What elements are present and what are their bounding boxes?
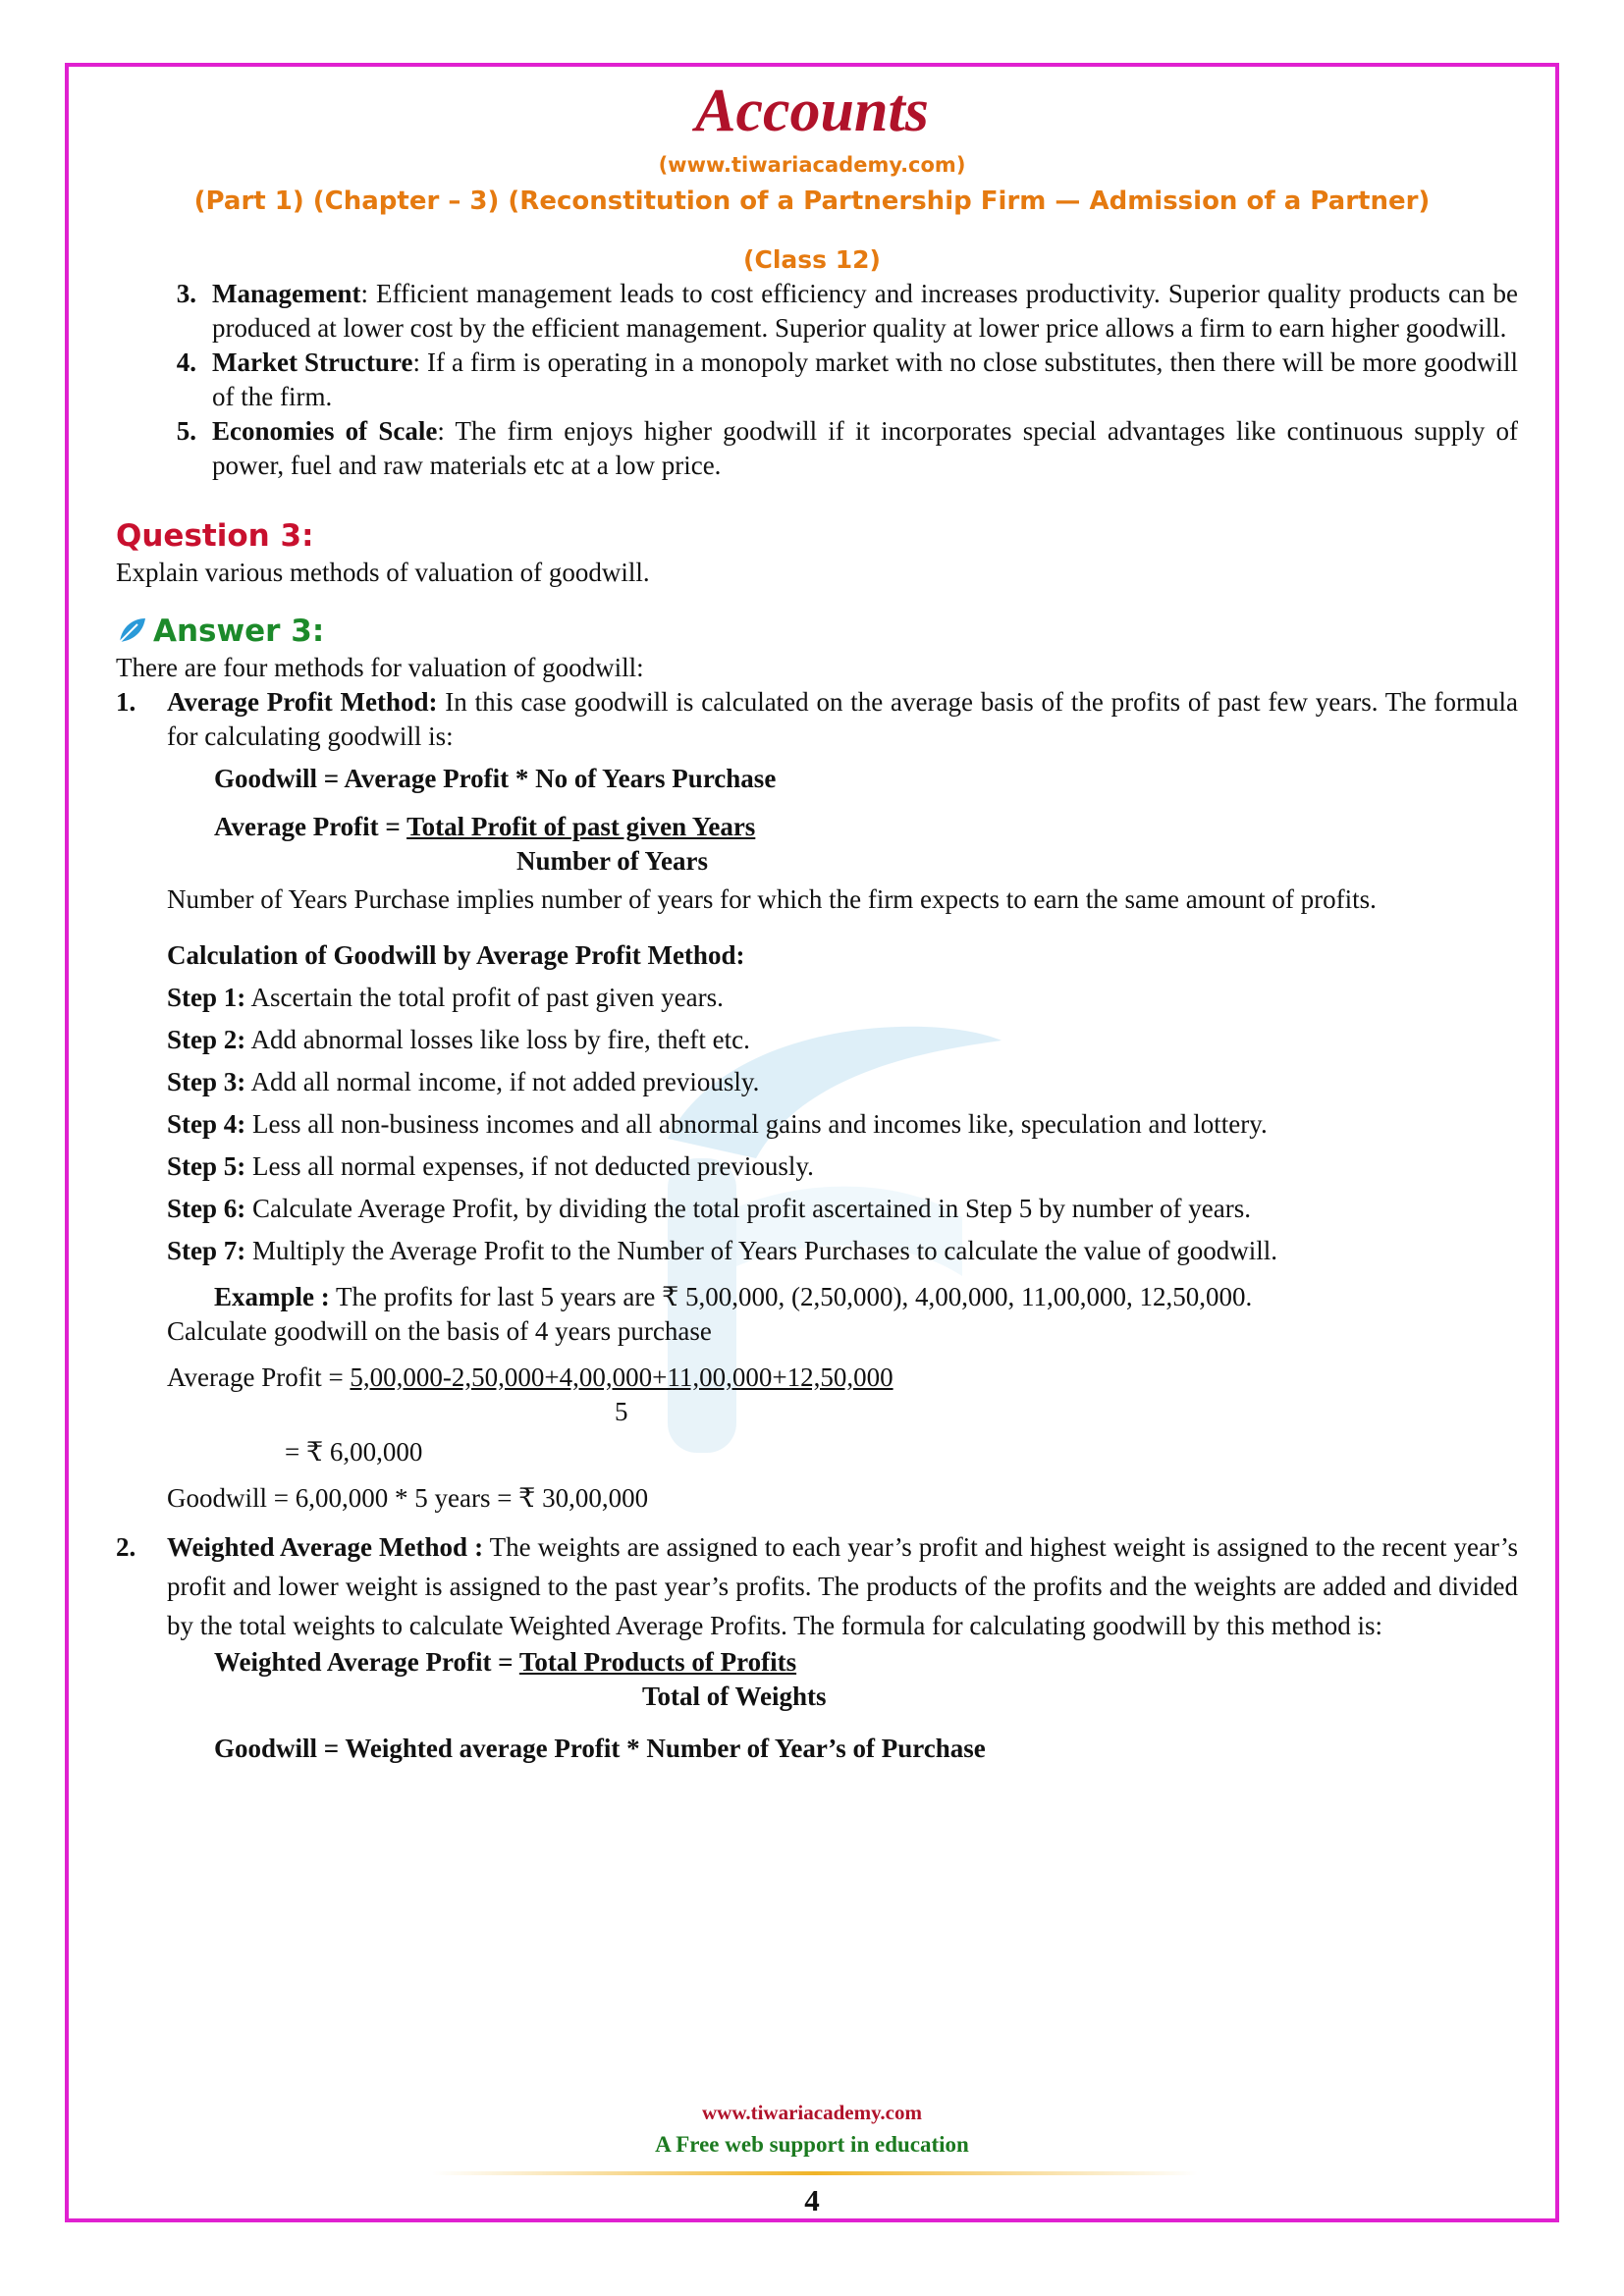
question-text: Explain various methods of valuation of goodwill. — [116, 558, 650, 587]
steps-heading: Calculation of Goodwill by Average Profit Method: — [167, 940, 745, 970]
footer-divider — [432, 2171, 1198, 2175]
document-title: Accounts — [695, 78, 929, 144]
years-purchase-note: Number of Years Purchase implies number of years for which the firm expects to earn the same amount of profits. — [167, 884, 1377, 914]
list-item: 4. Market Structure: If a firm is operating in a monopoly market with no close substitutes, then there will be more goodwill of the firm. — [176, 347, 1518, 411]
step-item: Step 2: Add abnormal losses like loss by fire, theft etc. — [167, 1025, 750, 1054]
step-item: Step 4: Less all non-business incomes and all abnormal gains and incomes like, speculation and lottery. — [167, 1109, 1268, 1139]
method-weighted-average: 2. Weighted Average Method : The weights are assigned to each year’s profit and highest weight is assigned to the recent year’s profit and lower weight is assigned to the past year’s profits. The products of the profits and the weights are added and divided by the total weights to calculate Weighted Average Profits. The formula for calculating goodwill by this method is: — [116, 1532, 1518, 1640]
class-label: (Class 12) — [743, 245, 881, 274]
list-item: 5. Economies of Scale: The firm enjoys higher goodwill if it incorporates special advantages like continuous supply of power, fuel and raw materials etc at a low price. — [176, 416, 1518, 480]
footer-tagline: A Free web support in education — [655, 2132, 969, 2157]
list-item: 3. Management: Efficient management leads to cost efficiency and increases productivity. Superior quality products can be produced at lower cost by the efficient management. Superior quality at lower price allows a firm to earn higher goodwill. — [176, 279, 1518, 343]
formula-weighted-average: Weighted Average Profit = Total Products of Profits — [214, 1647, 797, 1677]
step-item: Step 6: Calculate Average Profit, by dividing the total profit ascertained in Step 5 by number of years. — [167, 1194, 1251, 1223]
footer-website: www.tiwariacademy.com — [702, 2101, 922, 2124]
formula-goodwill: Goodwill = Average Profit * No of Years Purchase — [214, 764, 777, 793]
step-item: Step 7: Multiply the Average Profit to the Number of Years Purchases to calculate the value of goodwill. — [167, 1236, 1278, 1265]
example-text-2: Calculate goodwill on the basis of 4 years purchase — [167, 1316, 712, 1346]
calc-result: = ₹ 6,00,000 — [285, 1437, 423, 1467]
question-title: Question 3: — [116, 518, 314, 554]
answer-title: Answer 3: — [116, 612, 1518, 651]
method-average-profit: 1. Average Profit Method: In this case goodwill is calculated on the average basis of the profits of past few years. The formula for calculating goodwill is: — [116, 687, 1518, 751]
step-item: Step 3: Add all normal income, if not added previously. — [167, 1067, 760, 1096]
step-item: Step 1: Ascertain the total profit of past given years. — [167, 983, 724, 1012]
step-item: Step 5: Less all normal expenses, if not deducted previously. — [167, 1151, 814, 1181]
goodwill-calc: Goodwill = 6,00,000 * 5 years = ₹ 30,00,000 — [167, 1483, 649, 1513]
formula-average-profit: Average Profit = Total Profit of past given Years — [214, 812, 756, 841]
header-website: (www.tiwariacademy.com) — [658, 153, 966, 177]
answer-intro: There are four methods for valuation of goodwill: — [116, 653, 644, 682]
example-text: Example : The profits for last 5 years are ₹ 5,00,000, (2,50,000), 4,00,000, 11,00,000, 12,50,000. — [214, 1282, 1253, 1311]
chapter-heading: (Part 1) (Chapter – 3) (Reconstitution of a Partnership Firm — Admission of a Partner) — [193, 187, 1431, 216]
formula-goodwill-weighted: Goodwill = Weighted average Profit * Number of Year’s of Purchase — [214, 1734, 986, 1763]
leaf-icon — [116, 614, 149, 648]
calc-denominator: 5 — [615, 1397, 628, 1426]
page-number: 4 — [804, 2183, 820, 2217]
formula-weights-denominator: Total of Weights — [642, 1682, 827, 1711]
calc-average-profit: Average Profit = 5,00,000-2,50,000+4,00,000+11,00,000+12,50,000 — [167, 1362, 893, 1392]
content-body — [116, 277, 1518, 1766]
formula-denominator: Number of Years — [516, 846, 708, 876]
